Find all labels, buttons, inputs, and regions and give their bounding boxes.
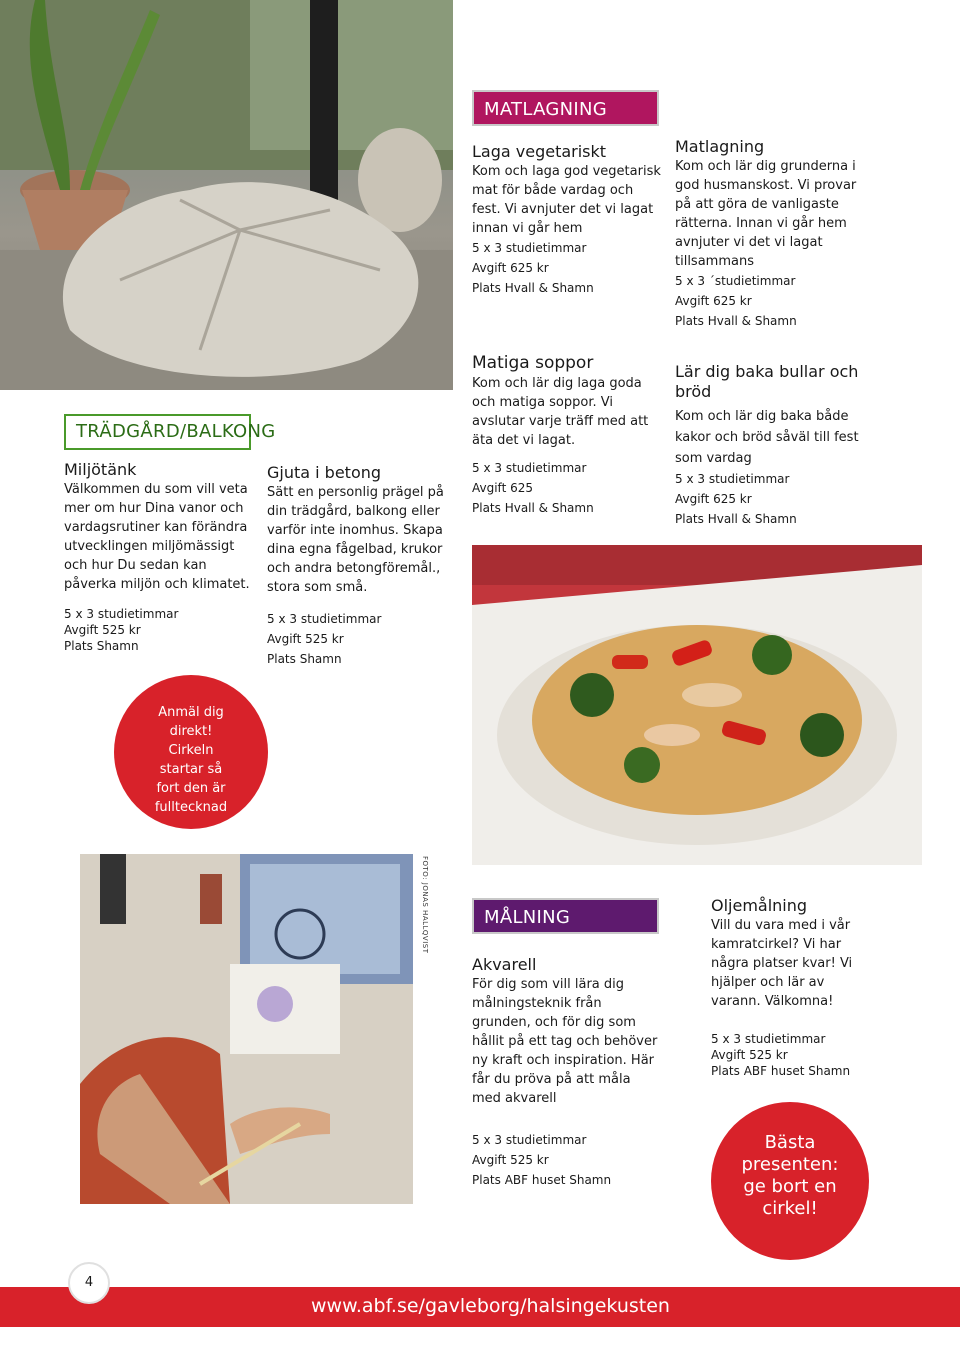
course-fee: Avgift 625 (472, 481, 533, 495)
gift-badge (711, 1102, 869, 1260)
course-hours: 5 x 3 studietimmar (472, 1133, 587, 1147)
course-fee: Avgift 625 kr (675, 492, 752, 506)
course-matiga-soppor (472, 352, 662, 518)
course-fee: Avgift 525 kr (64, 623, 141, 637)
course-fee: Avgift 525 kr (711, 1048, 788, 1062)
course-gjuta-i-betong (267, 463, 457, 669)
course-description: Vill du vara med i vår kamratcirkel? Vi har några platser kvar! Vi hjälper och lär av varann. Välkomna! (711, 918, 853, 1009)
course-place: Plats ABF huset Shamn (711, 1064, 851, 1078)
course-oljemalning (711, 896, 876, 1079)
course-description: Kom och lär dig baka både kakor och bröd såväl till fest som vardag (675, 409, 859, 466)
painting-photo (80, 854, 413, 1204)
course-title: Gjuta i betong (267, 463, 382, 482)
course-fee: Avgift 625 kr (675, 294, 752, 308)
course-matlagning (675, 137, 865, 331)
course-place: Plats Shamn (267, 652, 342, 666)
course-hours: 5 x 3 studietimmar (64, 607, 179, 621)
course-miljotank (64, 460, 254, 654)
course-fee: Avgift 525 kr (472, 1153, 549, 1167)
course-fee: Avgift 625 kr (472, 261, 549, 275)
course-hours: 5 x 3 ´studietimmar (675, 274, 796, 288)
course-title: Lär dig baka bullar och bröd (675, 362, 859, 401)
course-hours: 5 x 3 studietimmar (472, 461, 587, 475)
page-number-badge (68, 1262, 110, 1304)
food-plate-illustration (472, 545, 922, 865)
course-description: Kom och lär dig laga goda och matiga soppor. Vi avslutar varje träff med att äta det vi lagat. (472, 376, 649, 448)
course-baka-bullar (675, 362, 865, 529)
footer-url[interactable]: www.abf.se/gavleborg/halsingekusten (311, 1295, 670, 1317)
course-description: Kom och lär dig grunderna i god husmanskost. Vi provar på att göra de vanligaste rätterna. Innan vi går hem avnjuter vi det vi lagat tillsammans (675, 159, 857, 269)
course-akvarell (472, 955, 662, 1190)
course-place: Plats Hvall & Shamn (472, 501, 594, 515)
garden-photo (0, 0, 453, 390)
course-description: Kom och laga god vegetarisk mat för både vardag och fest. Vi avnjuter det vi lagat innan vi går hem (472, 164, 661, 236)
photo-credit: FOTO: JONAS HALLQVIST (421, 856, 429, 954)
course-laga-vegetariskt (472, 142, 662, 298)
course-title: Laga vegetariskt (472, 142, 607, 161)
course-place: Plats Shamn (64, 639, 139, 653)
garden-scene-illustration (0, 0, 453, 390)
course-place: Plats Hvall & Shamn (675, 314, 797, 328)
section-header-tradgard: TRÄDGÅRD/BALKONG (64, 414, 251, 450)
section-header-malning: MÅLNING (472, 898, 659, 934)
signup-badge-text: Anmäl dig direkt! Cirkeln startar så fort den är fulltecknad (154, 705, 228, 815)
course-fee: Avgift 525 kr (267, 632, 344, 646)
course-hours: 5 x 3 studietimmar (267, 612, 382, 626)
page-number: 4 (84, 1275, 94, 1290)
course-hours: 5 x 3 studietimmar (472, 241, 587, 255)
course-description: Välkommen du som vill veta mer om hur Dina vanor och vardagsrutiner kan förändra utvecklingen miljömässigt och hur Du sedan kan påverka miljön och klimatet. (64, 482, 250, 592)
course-title: Matiga soppor (472, 353, 594, 373)
course-title: Oljemålning (711, 896, 808, 915)
course-hours: 5 x 3 studietimmar (711, 1032, 826, 1046)
section-header-matlagning: MATLAGNING (472, 90, 659, 126)
course-title: Matlagning (675, 137, 765, 156)
signup-badge (114, 675, 268, 829)
course-title: Miljötänk (64, 460, 137, 479)
gift-badge-text: Bästa presenten: ge bort en cirkel! (741, 1132, 839, 1219)
food-photo (472, 545, 922, 865)
course-description: Sätt en personlig prägel på din trädgård, balkong eller varför inte inomhus. Skapa dina egna fågelbad, krukor och andra betongföremål., stora som små. (267, 485, 444, 595)
course-place: Plats Hvall & Shamn (472, 281, 594, 295)
course-place: Plats ABF huset Shamn (472, 1173, 612, 1187)
course-place: Plats Hvall & Shamn (675, 512, 797, 526)
course-title: Akvarell (472, 955, 537, 974)
painting-scene-illustration (80, 854, 413, 1204)
course-hours: 5 x 3 studietimmar (675, 472, 790, 486)
course-description: För dig som vill lära dig målningsteknik från grunden, och för dig som hållit på ett tag och behöver ny kraft och inspiration. Här får du pröva på att måla med akvarell (472, 977, 658, 1106)
